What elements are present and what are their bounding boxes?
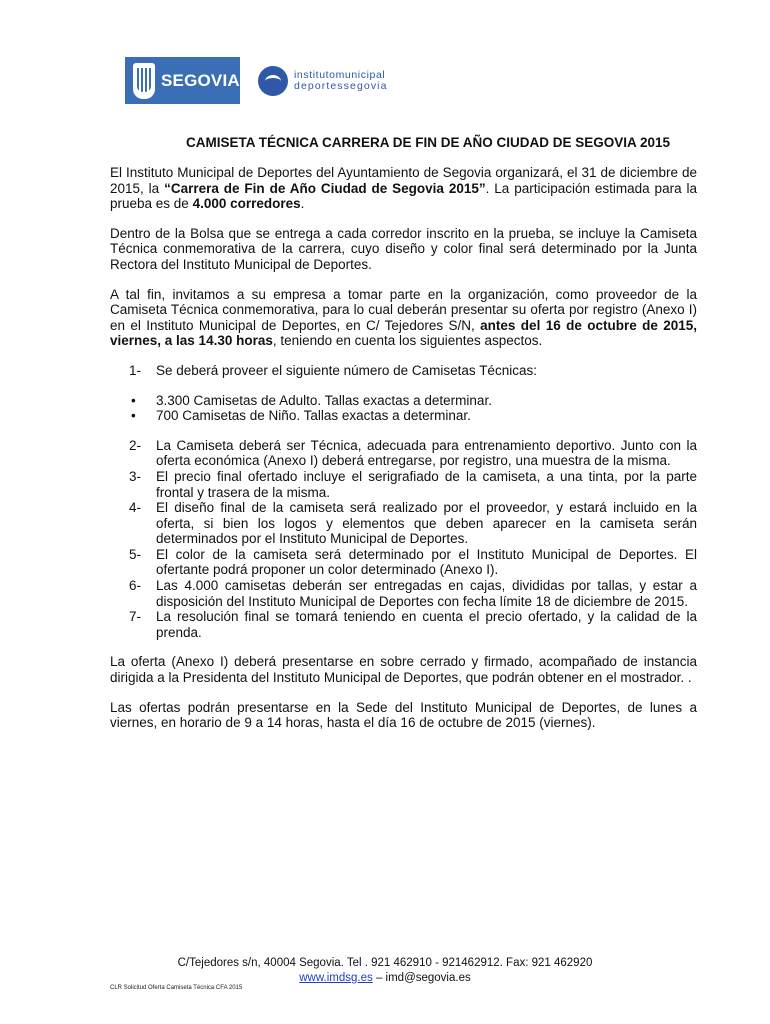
imd-logo-line2: deportessegovia bbox=[294, 79, 388, 92]
footer-address: C/Tejedores s/n, 40004 Segovia. Tel . 921 462910 - 921462912. Fax: 921 462920 bbox=[177, 957, 593, 969]
website-link[interactable]: www.imdsg.es bbox=[299, 972, 373, 984]
footer-email: – imd@segovia.es bbox=[372, 972, 471, 984]
imd-logo-line1: institutomunicipal bbox=[294, 68, 386, 81]
runner-emblem-icon bbox=[258, 66, 288, 96]
paragraph-offer: La oferta (Anexo I) deberá presentarse en sobre cerrado y firmado, acompañado de instancia dirigida a la Presidenta del Instituto Municipal de Deportes, que podrán obtener en el mostrador. . bbox=[110, 654, 697, 686]
paragraph-intro: El Instituto Municipal de Deportes del Ayuntamiento de Segovia organizará, el 31 de diciembre de 2015, la “Carrera de Fin de Año Ciudad de Segovia 2015”. La participación estimada para la prueba es de 4.000 corredores. bbox=[110, 165, 697, 212]
list-item: 4- El diseño final de la camiseta será realizado por el proveedor, y estará incluido en la oferta, si bien los logos y elementos que deben aparecer en la camiseta serán determinados por el Instituto Municipal de Deportes. bbox=[129, 500, 697, 547]
list-item: 2- La Camiseta deberá ser Técnica, adecuada para entrenamiento deportivo. Junto con la oferta económica (Anexo I) deberá entregarse, por registro, una muestra de la misma. bbox=[129, 437, 697, 469]
bullet-list bbox=[110, 393, 697, 424]
bullet-item: • 700 Camisetas de Niño. Tallas exactas a determinar. bbox=[131, 408, 471, 424]
list-item: 3- El precio final ofertado incluye el serigrafiado de la camiseta, a una tinta, por la parte frontal y trasera de la misma. bbox=[129, 468, 697, 500]
page-footer bbox=[0, 956, 770, 986]
numbered-list bbox=[110, 438, 697, 641]
paragraph-bag: Dentro de la Bolsa que se entrega a cada corredor inscrito en la prueba, se incluye la Camiseta Técnica conmemorativa de la carrera, cuyo diseño y color final será determinado por la Junta Rectora del Instituto Municipal de Deportes. bbox=[110, 225, 697, 272]
imd-logo bbox=[244, 57, 404, 104]
list-item: 7- La resolución final se tomará teniendo en cuenta el precio ofertado, y la calidad de la prenda. bbox=[129, 609, 697, 640]
list-item: 6- Las 4.000 camisetas deberán ser entregadas en cajas, divididas por tallas, y estar a disposición del Instituto Municipal de Deportes con fecha límite 18 de diciembre de 2015. bbox=[129, 578, 697, 609]
bullet-item: • 3.300 Camisetas de Adulto. Tallas exactas a determinar. bbox=[131, 392, 492, 408]
document-body bbox=[110, 165, 697, 745]
list-item: 1- Se deberá proveer el siguiente número de Camisetas Técnicas: bbox=[129, 362, 537, 378]
segovia-shield-icon bbox=[133, 63, 155, 99]
document-title: CAMISETA TÉCNICA CARRERA DE FIN DE AÑO CIUDAD DE SEGOVIA 2015 bbox=[186, 135, 671, 150]
paragraph-invitation: A tal fin, invitamos a su empresa a tomar parte en la organización, como proveedor de la Camiseta Técnica conmemorativa, para lo cual deberán presentar su oferta por registro (Anexo I) en el Instituto Municipal de Deportes, en C/ Tejedores S/N, antes del 16 de octubre de 2015, viernes, a las 14.30 horas, teniendo en cuenta los siguientes aspectos. bbox=[110, 286, 697, 349]
segovia-logo bbox=[125, 57, 240, 104]
list-item: 5- El color de la camiseta será determinado por el Instituto Municipal de Deportes. El ofertante podrá proponer un color determinado (Anexo I). bbox=[129, 546, 697, 578]
segovia-logo-text: SEGOVIA bbox=[161, 70, 240, 90]
document-reference: CLR Solicitud Oferta Camiseta Técnica CFA 2015 bbox=[110, 985, 243, 991]
paragraph-schedule: Las ofertas podrán presentarse en la Sede del Instituto Municipal de Deportes, de lunes a viernes, en horario de 9 a 14 horas, hasta el día 16 de octubre de 2015 (viernes). bbox=[110, 699, 697, 731]
